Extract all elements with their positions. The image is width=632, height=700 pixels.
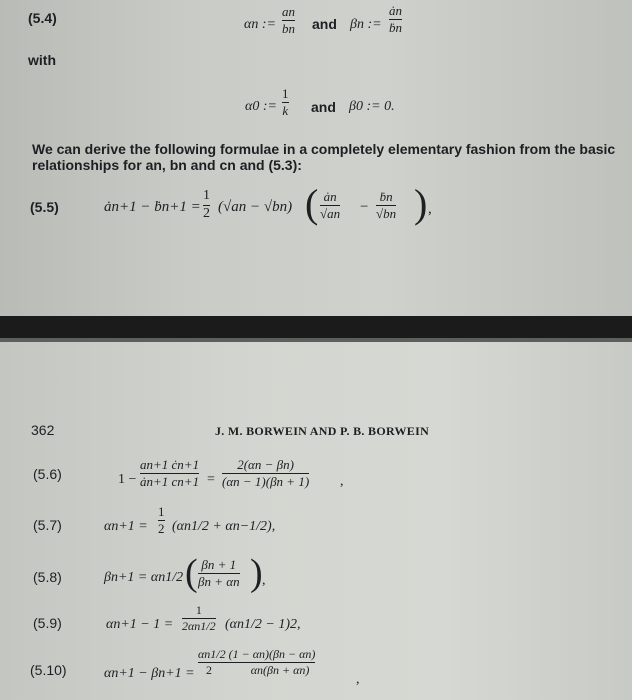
eq-5-7-half-denominator: 2	[158, 520, 165, 536]
with-word: with	[28, 52, 56, 68]
eq-5-8-fraction-numerator: βn + 1	[201, 557, 237, 572]
one-half-numerator: 1	[203, 188, 210, 203]
eq-5-5-fraction-1-denominator: √an	[320, 205, 341, 221]
eq-5-7-label: (5.7)	[33, 517, 62, 533]
right-big-paren: )	[414, 181, 428, 226]
alpha-n-denominator: bn	[282, 20, 295, 36]
eq-5-6-fraction-1-denominator: ȧn+1 cn+1	[140, 473, 200, 489]
left-big-paren: (	[305, 181, 319, 226]
eq-5-9-fraction-numerator: 1	[195, 603, 202, 617]
eq-5-10-lhs: αn+1 − βn+1 =	[104, 666, 195, 681]
eq-5-10-denominator-two: 2	[206, 662, 212, 677]
eq-5-8-lhs: βn+1 = αn1/2	[104, 570, 184, 585]
top-page-photo	[0, 0, 632, 316]
eq-5-6-fraction-2	[222, 458, 309, 488]
eq-5-9-rhs: (αn1/2 − 1)2,	[225, 617, 301, 632]
eq-5-9-label: (5.9)	[33, 615, 62, 631]
eq-5-7-rhs: (αn1/2 + αn−1/2),	[172, 519, 276, 534]
bottom-page-photo	[0, 342, 632, 700]
eq-5-8-fraction	[198, 558, 240, 588]
paragraph-line-2: relationships for an, bn and cn and (5.3):	[32, 157, 302, 173]
eq-5-6-fraction-1-numerator: an+1 ċn+1	[140, 457, 200, 472]
beta-zero-definition: β0 := 0.	[349, 99, 395, 114]
one-half-fraction	[203, 189, 210, 221]
beta-n-denominator: ḃn	[389, 19, 402, 35]
eq-5-6-fraction-1	[140, 458, 199, 488]
equals-sign: =	[207, 472, 215, 487]
eq-5-9-lhs: αn+1 − 1 =	[106, 617, 174, 632]
minus-sign: −	[360, 199, 369, 215]
one-over-k-numerator: 1	[282, 86, 289, 101]
alpha-n-definition: αn :=	[244, 17, 276, 32]
alpha-n-fraction	[282, 5, 295, 35]
eq-5-7-half-numerator: 1	[158, 504, 165, 519]
eq-5-4-label: (5.4)	[28, 10, 57, 26]
eq-5-5-fraction-2-denominator: √bn	[376, 205, 397, 221]
eq-5-5-fraction-1-numerator: ȧn	[323, 189, 337, 204]
eq-5-10-denominator-rest: αn(βn + αn)	[250, 662, 310, 677]
paragraph-line-1: We can derive the following formulae in a completely elementary fashion from the basic	[32, 141, 616, 157]
eq-5-5-middle: (√an − √bn)	[218, 199, 293, 215]
and-word: and	[311, 99, 336, 115]
beta-n-definition: βn :=	[350, 17, 382, 32]
alpha-n-numerator: an	[282, 4, 295, 19]
one-over-k-fraction	[282, 87, 289, 117]
beta-n-numerator: ȧn	[389, 3, 402, 18]
eq-5-5-label: (5.5)	[30, 199, 59, 215]
trailing-comma: ,	[428, 201, 432, 217]
eq-5-5-fraction-1	[320, 190, 340, 220]
eq-5-9-fraction	[182, 604, 216, 632]
trailing-comma: ,	[340, 474, 344, 489]
eq-5-8-fraction-denominator: βn + αn	[198, 573, 240, 589]
eq-5-5-lhs: ȧn+1 − ḃn+1 =	[104, 199, 201, 215]
eq-5-7-lhs: αn+1 =	[104, 519, 148, 534]
eq-5-10-fraction-numerator: αn1/2 (1 − αn)(βn − αn)	[198, 647, 316, 661]
eq-5-6-lead: 1 −	[118, 472, 137, 487]
eq-5-9-fraction-denominator: 2αn1/2	[182, 618, 216, 633]
eq-5-5-fraction-2-numerator: ḃn	[379, 189, 393, 204]
page-number: 362	[31, 422, 55, 438]
eq-5-6-fraction-2-numerator: 2(αn − βn)	[237, 457, 294, 472]
running-head: J. M. BORWEIN AND P. B. BORWEIN	[215, 424, 430, 438]
left-big-paren: (	[185, 552, 198, 594]
eq-5-6-fraction-2-denominator: (αn − 1)(βn + 1)	[222, 473, 310, 489]
trailing-comma: ,	[356, 672, 360, 687]
trailing-comma: ,	[262, 573, 266, 588]
eq-5-7-half-fraction	[158, 505, 165, 535]
eq-5-6-label: (5.6)	[33, 466, 62, 482]
and-word: and	[312, 16, 337, 32]
one-over-k-denominator: k	[282, 102, 289, 118]
eq-5-5-fraction-2	[376, 190, 396, 220]
eq-5-10-label: (5.10)	[30, 662, 67, 678]
beta-n-fraction	[389, 4, 402, 34]
eq-5-10-fraction-denominator	[198, 664, 315, 677]
alpha-zero-definition: α0 :=	[245, 99, 277, 114]
page-gap-shadow	[0, 316, 632, 342]
eq-5-10-fraction	[198, 648, 315, 676]
eq-5-8-label: (5.8)	[33, 569, 62, 585]
right-big-paren: )	[250, 552, 263, 594]
one-half-denominator: 2	[203, 205, 210, 221]
